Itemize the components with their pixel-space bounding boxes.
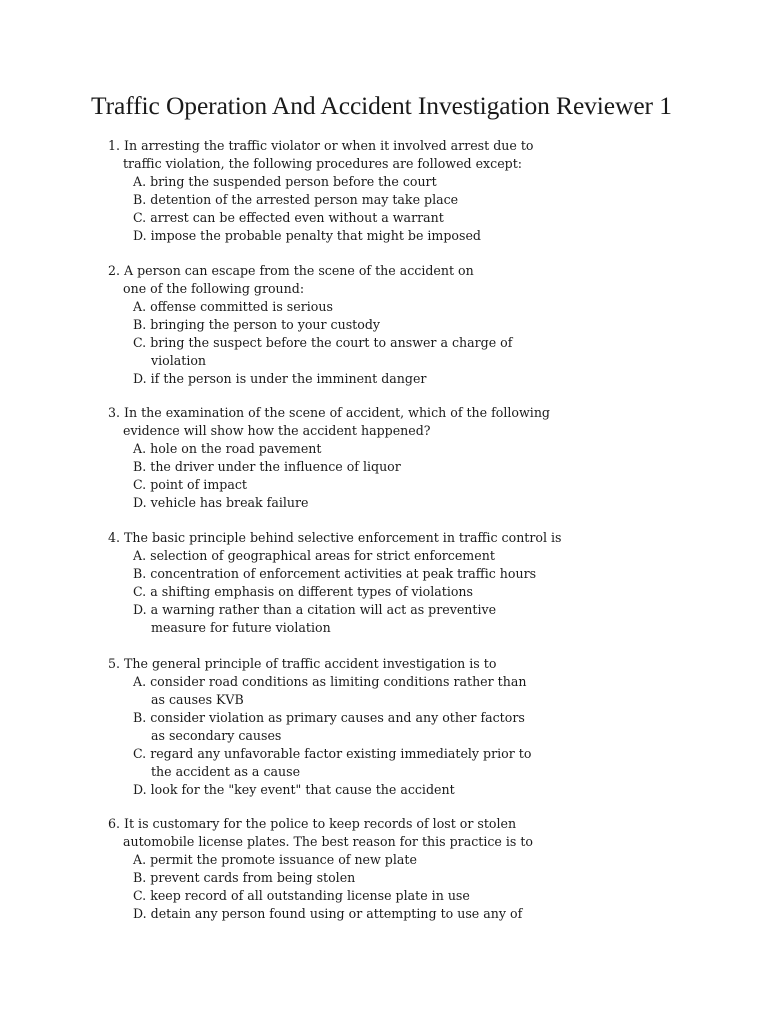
answer-option: C. point of impact: [133, 477, 247, 492]
question-2: [108, 262, 512, 388]
answer-option: D. if the person is under the imminent danger: [133, 371, 427, 386]
question-4: [108, 529, 562, 637]
answer-option: C. arrest can be effected even without a warrant: [133, 210, 444, 225]
question-5: [108, 655, 531, 799]
answer-option: C. regard any unfavorable factor existing immediately prior to: [133, 746, 532, 761]
answer-option: B. detention of the arrested person may take place: [133, 192, 459, 207]
answer-option: D. vehicle has break failure: [133, 495, 309, 510]
question-stem-line: traffic violation, the following procedures are followed except:: [123, 156, 523, 171]
answer-option: B. prevent cards from being stolen: [133, 870, 356, 885]
question-stem-line: 1. In arresting the traffic violator or when it involved arrest due to: [108, 138, 534, 153]
answer-option-continuation: measure for future violation: [151, 620, 331, 635]
answer-option: A. bring the suspended person before the court: [133, 174, 437, 189]
answer-option: A. offense committed is serious: [133, 299, 333, 314]
question-stem-line: 4. The basic principle behind selective enforcement in traffic control is: [108, 530, 562, 545]
answer-option: B. consider violation as primary causes and any other factors: [133, 710, 525, 725]
question-6: [108, 815, 533, 923]
answer-option: D. a warning rather than a citation will act as preventive: [133, 602, 497, 617]
answer-option: C. bring the suspect before the court to answer a charge of: [133, 335, 513, 350]
answer-option-continuation: as causes KVB: [151, 692, 244, 707]
answer-option: D. look for the "key event" that cause the accident: [133, 782, 455, 797]
answer-option: C. a shifting emphasis on different types of violations: [133, 584, 474, 599]
answer-option: B. bringing the person to your custody: [133, 317, 380, 332]
question-stem-line: one of the following ground:: [123, 281, 305, 296]
question-stem-line: 3. In the examination of the scene of accident, which of the following: [108, 405, 550, 420]
question-stem-line: 6. It is customary for the police to keep records of lost or stolen: [108, 816, 517, 831]
answer-option: B. concentration of enforcement activities at peak traffic hours: [133, 566, 537, 581]
question-stem-line: 2. A person can escape from the scene of the accident on: [108, 263, 474, 278]
answer-option: A. consider road conditions as limiting conditions rather than: [133, 674, 527, 689]
answer-option: B. the driver under the influence of liquor: [133, 459, 401, 474]
question-stem-line: automobile license plates. The best reason for this practice is to: [123, 834, 533, 849]
question-stem-line: 5. The general principle of traffic accident investigation is to: [108, 656, 497, 671]
answer-option-continuation: violation: [151, 353, 207, 368]
answer-option: D. detain any person found using or attempting to use any of: [133, 906, 523, 921]
document-title: Traffic Operation And Accident Investigation Reviewer 1: [91, 91, 672, 120]
answer-option-continuation: the accident as a cause: [151, 764, 301, 779]
answer-option: A. selection of geographical areas for strict enforcement: [133, 548, 495, 563]
question-stem-line: evidence will show how the accident happened?: [123, 423, 431, 438]
answer-option: A. hole on the road pavement: [133, 441, 322, 456]
question-3: [108, 404, 550, 512]
answer-option-continuation: as secondary causes: [151, 728, 282, 743]
answer-option: C. keep record of all outstanding license plate in use: [133, 888, 470, 903]
answer-option: D. impose the probable penalty that might be imposed: [133, 228, 481, 243]
answer-option: A. permit the promote issuance of new plate: [133, 852, 417, 867]
question-1: [108, 137, 533, 245]
